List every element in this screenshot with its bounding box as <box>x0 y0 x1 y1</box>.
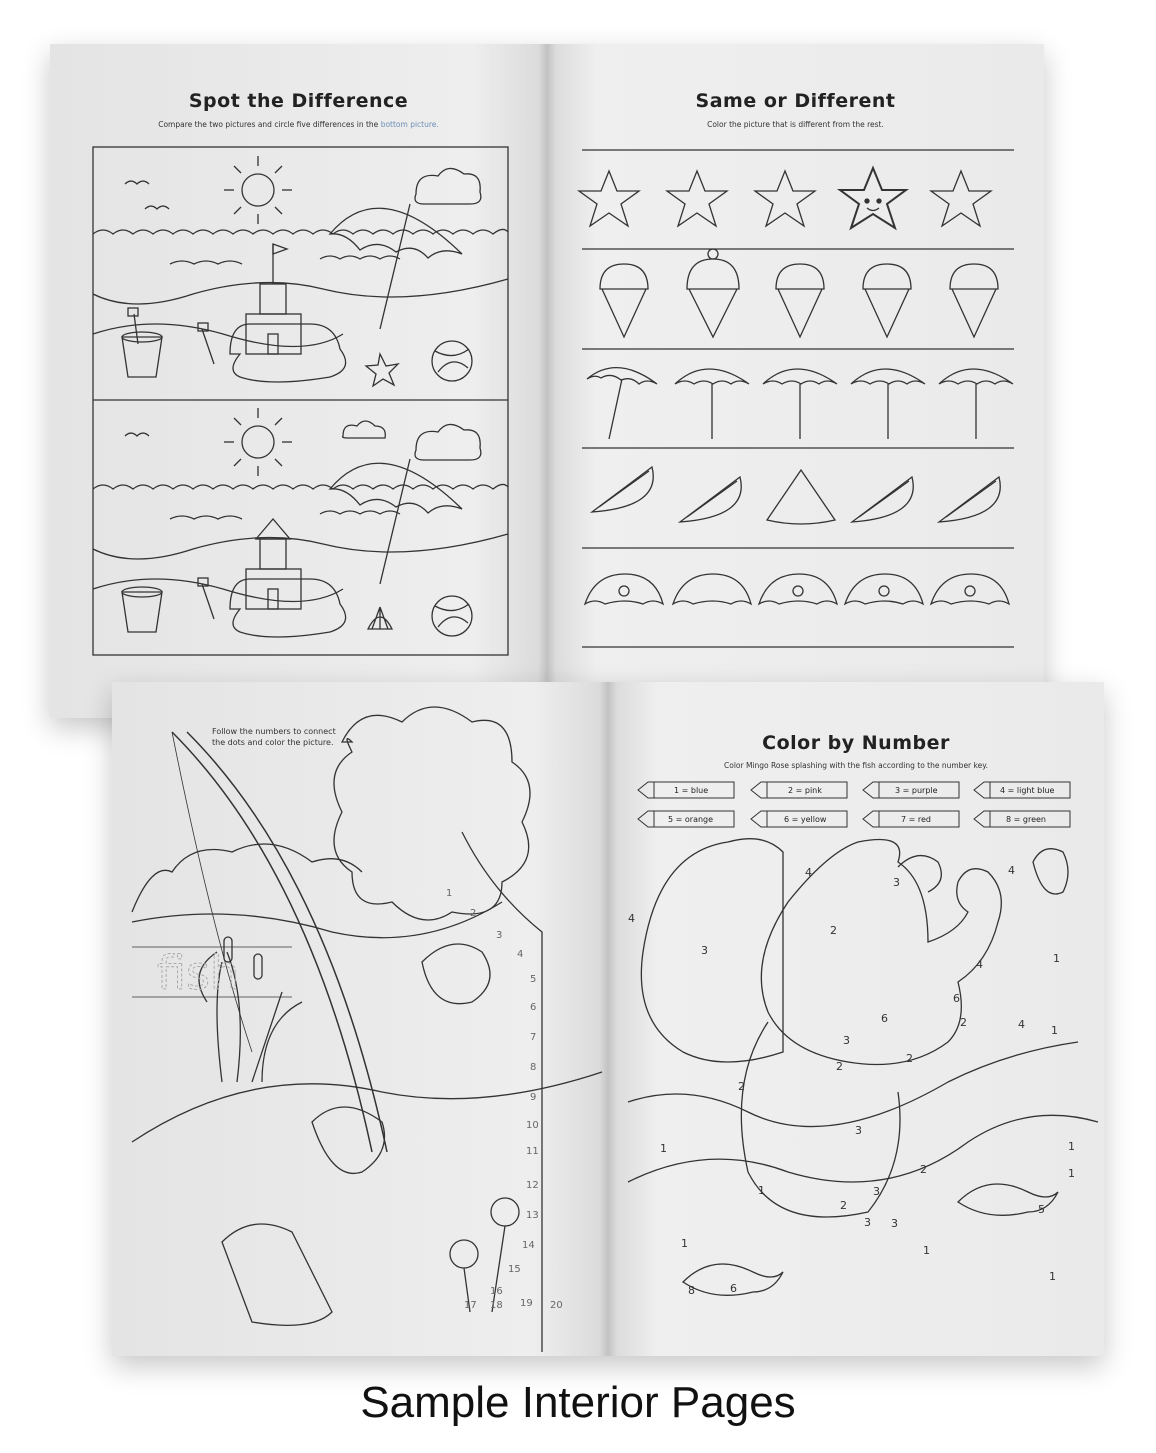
svg-text:2: 2 <box>960 1016 967 1029</box>
tree-canopy <box>334 707 530 920</box>
sun-icon <box>242 426 274 458</box>
svg-text:4: 4 <box>1008 864 1015 877</box>
cloud-icon <box>415 424 481 460</box>
dot-number: 11 <box>526 1146 539 1157</box>
dot-number: 1 <box>446 888 453 899</box>
region-numbers <box>628 864 1075 1297</box>
color-by-number-illustration <box>608 682 1104 1356</box>
key-label: 7 = red <box>901 815 931 824</box>
dot-number: 18 <box>490 1300 503 1311</box>
instruction-line-2: the dots and color the picture. <box>212 738 334 747</box>
umbrella-icon <box>330 463 462 513</box>
umbrella-icon <box>330 208 462 258</box>
connect-dots-illustration <box>112 682 608 1356</box>
svg-text:8: 8 <box>688 1284 695 1297</box>
svg-text:1: 1 <box>758 1184 765 1197</box>
key-label: 5 = orange <box>668 815 714 824</box>
dot-number: 19 <box>520 1298 533 1309</box>
book-spread-bottom <box>112 682 1104 1356</box>
crayon-key-item <box>638 811 734 827</box>
mountains <box>132 844 362 912</box>
crayon-key-item <box>751 811 847 827</box>
sun-rays <box>224 156 292 224</box>
crayon-key-item <box>863 811 959 827</box>
key-label: 2 = pink <box>788 786 822 795</box>
svg-text:5: 5 <box>1038 1203 1045 1216</box>
svg-text:2: 2 <box>906 1052 913 1065</box>
svg-text:4: 4 <box>1018 1018 1025 1031</box>
crayon-key-item <box>974 782 1070 798</box>
book-gutter <box>538 44 556 718</box>
sample-pages-caption: Sample Interior Pages <box>360 1378 796 1427</box>
waves <box>93 229 508 234</box>
pirate-hat-row <box>585 574 1009 604</box>
svg-text:3: 3 <box>843 1034 850 1047</box>
dot-number: 6 <box>530 1002 537 1013</box>
dot-number: 2 <box>470 908 477 919</box>
svg-text:6: 6 <box>881 1012 888 1025</box>
svg-text:1: 1 <box>660 1142 667 1155</box>
instruction-line-1: Follow the numbers to connect <box>212 727 336 736</box>
color-key <box>638 782 1070 827</box>
page-title: Color by Number <box>762 732 950 754</box>
svg-text:3: 3 <box>873 1185 880 1198</box>
flower-icon <box>450 1240 478 1268</box>
shoreline <box>93 279 508 304</box>
page-subtitle: Color the picture that is different from the rest. <box>707 120 884 129</box>
svg-text:6: 6 <box>730 1282 737 1295</box>
key-label: 3 = purple <box>895 786 938 795</box>
elephant-head <box>761 840 1001 1065</box>
sandcastle-icon <box>230 519 346 637</box>
key-label: 6 = yellow <box>784 815 827 824</box>
hat-icon <box>422 944 490 1004</box>
key-label: 1 = blue <box>674 786 709 795</box>
beach-ball-icon <box>432 341 472 381</box>
sandcastle-icon <box>230 244 346 382</box>
shovel-icon <box>134 314 138 344</box>
dot-number: 13 <box>526 1210 539 1221</box>
svg-text:2: 2 <box>840 1199 847 1212</box>
svg-text:3: 3 <box>701 944 708 957</box>
book-spread-top <box>50 44 1044 718</box>
crayon-key-item <box>863 782 959 798</box>
starfish-icon <box>366 354 398 386</box>
svg-text:1: 1 <box>1053 952 1060 965</box>
dot-number: 8 <box>530 1062 537 1073</box>
key-label: 8 = green <box>1006 815 1046 824</box>
dot-number: 12 <box>526 1180 539 1191</box>
ice-cream-row <box>600 249 998 337</box>
elephant-trunk <box>898 856 941 892</box>
svg-text:4: 4 <box>805 866 812 879</box>
trace-word: fish <box>157 946 240 1000</box>
seashell-icon <box>368 607 392 629</box>
watermelon-row <box>592 467 1000 524</box>
svg-text:1: 1 <box>923 1244 930 1257</box>
svg-text:1: 1 <box>1049 1270 1056 1283</box>
page-same-or-different <box>547 44 1044 718</box>
svg-text:3: 3 <box>891 1217 898 1230</box>
umbrella-row <box>587 368 1013 439</box>
svg-text:3: 3 <box>855 1124 862 1137</box>
svg-text:2: 2 <box>836 1060 843 1073</box>
bucket-icon <box>122 592 162 632</box>
bottom-picture <box>93 408 508 637</box>
crayon-key-item <box>751 782 847 798</box>
page-spot-the-difference <box>50 44 547 718</box>
page-color-by-number <box>608 682 1104 1356</box>
fish-icon <box>1033 849 1068 894</box>
svg-text:6: 6 <box>953 992 960 1005</box>
dot-number: 20 <box>550 1300 563 1311</box>
dot-number: 14 <box>522 1240 535 1251</box>
subtitle-highlight: bottom picture. <box>380 120 439 129</box>
svg-text:1: 1 <box>1051 1024 1058 1037</box>
svg-text:1: 1 <box>1068 1167 1075 1180</box>
bird-icon <box>125 181 149 184</box>
dot-number: 4 <box>517 949 524 960</box>
svg-text:4: 4 <box>628 912 635 925</box>
fishing-rod-icon <box>172 732 372 1152</box>
subtitle-text: Compare the two pictures and circle five differences in the <box>158 120 379 129</box>
svg-text:3: 3 <box>893 876 900 889</box>
sun-icon <box>242 174 274 206</box>
page-title: Same or Different <box>695 90 896 112</box>
svg-text:2: 2 <box>738 1080 745 1093</box>
bird-icon <box>125 433 149 436</box>
dot-number: 16 <box>490 1286 503 1297</box>
dot-number: 3 <box>496 930 503 941</box>
page-title: Spot the Difference <box>188 90 409 112</box>
dot-number: 9 <box>530 1092 537 1103</box>
svg-text:2: 2 <box>830 924 837 937</box>
book-gutter <box>599 682 617 1356</box>
dot-number: 5 <box>530 974 537 985</box>
dot-number: 15 <box>508 1264 521 1275</box>
flower-icon <box>491 1198 519 1226</box>
elephant-illustration <box>628 839 1098 1296</box>
starfish-row <box>579 168 991 228</box>
svg-text:1: 1 <box>1068 1140 1075 1153</box>
svg-text:2: 2 <box>920 1163 927 1176</box>
top-picture <box>93 156 508 386</box>
reel-icon <box>312 1107 385 1173</box>
beach-ball-icon <box>432 596 472 636</box>
dot-number: 17 <box>464 1300 477 1311</box>
bucket-icon <box>122 337 162 377</box>
page-connect-the-dots <box>112 682 608 1356</box>
svg-text:1: 1 <box>681 1237 688 1250</box>
key-label: 4 = light blue <box>1000 786 1055 795</box>
svg-text:3: 3 <box>864 1216 871 1229</box>
dot-number: 10 <box>526 1120 539 1131</box>
spot-difference-illustration <box>50 44 547 718</box>
svg-text:4: 4 <box>976 958 983 971</box>
crayon-key-item <box>974 811 1070 827</box>
elephant-ear <box>641 839 783 1062</box>
dot-number: 7 <box>530 1032 537 1043</box>
bird-icon <box>145 206 169 209</box>
cloud-icon <box>343 421 386 438</box>
boot-icon <box>222 1224 332 1325</box>
crayon-key-item <box>638 782 734 798</box>
cloud-icon <box>415 168 481 204</box>
page-subtitle: Color Mingo Rose splashing with the fish according to the number key. <box>724 761 988 770</box>
same-or-different-illustration <box>547 44 1044 718</box>
dot-numbers <box>446 888 563 1311</box>
